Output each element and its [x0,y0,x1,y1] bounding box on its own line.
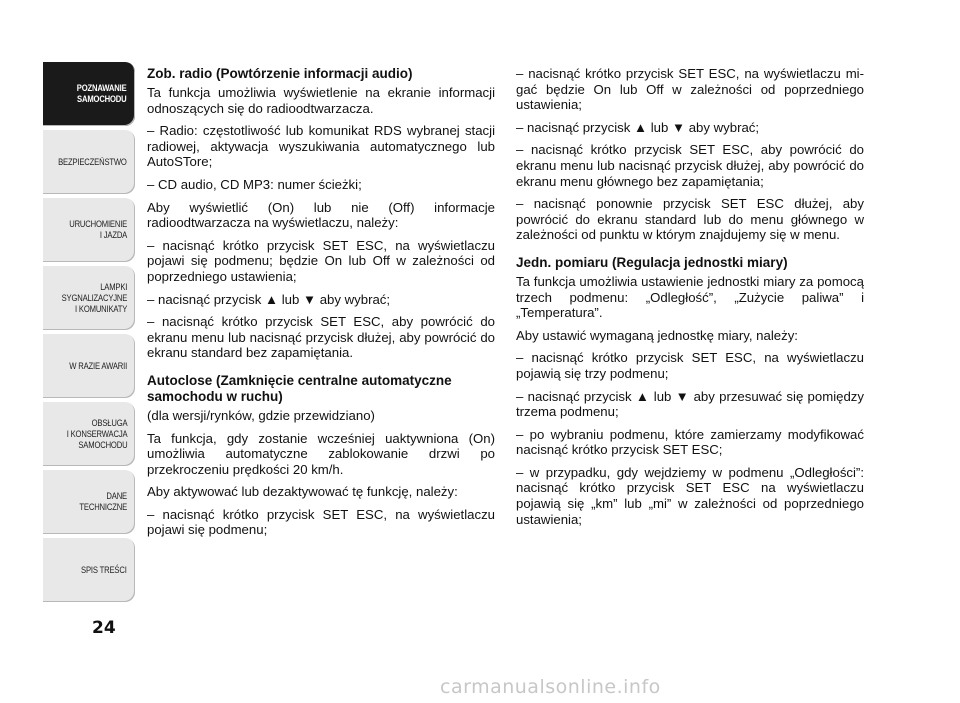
tab-label: LAMPKI SYGNALIZACYJNE I KOMUNIKATY [61,281,127,314]
section-heading-radio: Zob. radio (Powtórzenie informacji audio) [147,66,413,81]
paragraph: Aby ustawić wymaganą jednostkę miary, należy: [516,327,798,343]
paragraph: – nacisnąć przycisk ▲ lub ▼ aby wybrać; [147,291,391,307]
section-heading-autoclose: Autoclose (Zamknięcie centralne automatyczne samochodu w ruchu) [147,372,452,404]
tab-uruchomienie-i-jazda[interactable] [43,198,135,262]
paragraph: – nacisnąć przycisk ▲ lub ▼ aby wybrać; [516,119,760,135]
tab-spis-tresci[interactable] [43,538,135,602]
paragraph: Ta funkcja umożliwia wyświetlenie na ekranie informacji odnoszących się do radioodtwarzacza. [147,85,495,116]
tab-obsluga-i-konserwacja[interactable] [43,402,135,466]
paragraph: – w przypadku, gdy wejdziemy w podmenu „Odległości”: nacisnąć krótko przycisk SET ESC na wyświetlaczu pojawią się „km” lub „mi” w zależności od poprzedniego ustawienia; [516,464,864,527]
tab-label: SPIS TREŚCI [81,564,127,575]
tab-label: W RAZIE AWARII [69,360,127,371]
tab-dane-techniczne[interactable] [43,470,135,534]
paragraph: Aby wyświetlić (On) lub nie (Off) informacje radioodtwarzacza na wyświetlaczu, należy: [147,199,495,231]
paragraph: – Radio: częstotliwość lub komunikat RDS wybranej stacji radiowej, aktywacja wyszukiwania automatycznego lub AutoSTore; [147,123,495,170]
paragraph: – nacisnąć krótko przycisk SET ESC, aby powrócić do ekranu menu lub nacisnąć przycisk dłużej, aby powrócić do ekranu standard bez zapamiętania. [147,314,495,361]
paragraph: Ta funkcja, gdy zostanie wcześniej uaktywniona (On) umożliwia automatyczne zablokowanie drzwi po przekroczeniu prędkości 20 km/h. [147,430,495,477]
tab-w-razie-awarii[interactable] [43,334,135,398]
paragraph: – nacisnąć krótko przycisk SET ESC, na wyświetlaczu pojawi się podmenu; będzie On lub Off w zależności od poprzedniego ustawienia; [147,237,495,284]
tab-label: OBSŁUGA I KONSERWACJA SAMOCHODU [66,417,127,450]
page-number: 24 [92,618,116,638]
tab-label: DANE TECHNICZNE [79,491,127,512]
section-heading-units: Jedn. pomiaru (Regulacja jednostki miary) [516,254,788,270]
left-column [147,66,495,545]
watermark: carmanualsonline.info [440,676,661,698]
section-subheading: (dla wersji/rynków, gdzie przewidziano) [147,407,375,423]
paragraph: – nacisnąć krótko przycisk SET ESC, aby powrócić do ekranu menu lub nacisnąć przycisk dłużej, aby powrócić do ekranu menu głównego bez zapamiętania; [516,142,864,189]
tab-bezpieczenstwo[interactable] [43,130,135,194]
paragraph: – nacisnąć krótko przycisk SET ESC, na wyświetlaczu pojawią się trzy podmenu; [516,350,864,381]
tab-lampki-sygnalizacyjne[interactable] [43,266,135,330]
paragraph: – nacisnąć krótko przycisk SET ESC, na wyświetlaczu mi-gać będzie On lub Off w zależności od poprzedniego ustawienia; [516,66,864,113]
paragraph: Aby aktywować lub dezaktywować tę funkcję, należy: [147,484,458,500]
paragraph: – nacisnąć przycisk ▲ lub ▼ aby przesuwać się pomiędzy trzema podmenu; [516,388,864,420]
paragraph: – po wybraniu podmenu, które zamierzamy modyfikować nacisnąć krótko przycisk SET ESC; [516,426,864,458]
tab-label: BEZPIECZEŃSTWO [58,156,127,167]
tab-label: URUCHOMIENIE I JAZDA [69,219,127,240]
paragraph: – CD audio, CD MP3: numer ścieżki; [147,176,362,192]
paragraph: Ta funkcja umożliwia ustawienie jednostki miary za pomocą trzech podmenu: „Odległość”, „Zużycie paliwa” i „Temperatura”. [516,273,864,321]
paragraph: – nacisnąć ponownie przycisk SET ESC dłużej, aby powrócić do ekranu standard lub do menu głównego w zależności od punktu w którym znajdujemy się w menu. [516,196,864,243]
paragraph: – nacisnąć krótko przycisk SET ESC, na wyświetlaczu pojawi się podmenu; [147,506,495,538]
right-column [516,66,864,534]
chapter-sidebar [43,62,135,606]
tab-label: POZNAWANIE SAMOCHODU [77,83,127,104]
tab-poznawanie-samochodu[interactable] [43,62,135,126]
